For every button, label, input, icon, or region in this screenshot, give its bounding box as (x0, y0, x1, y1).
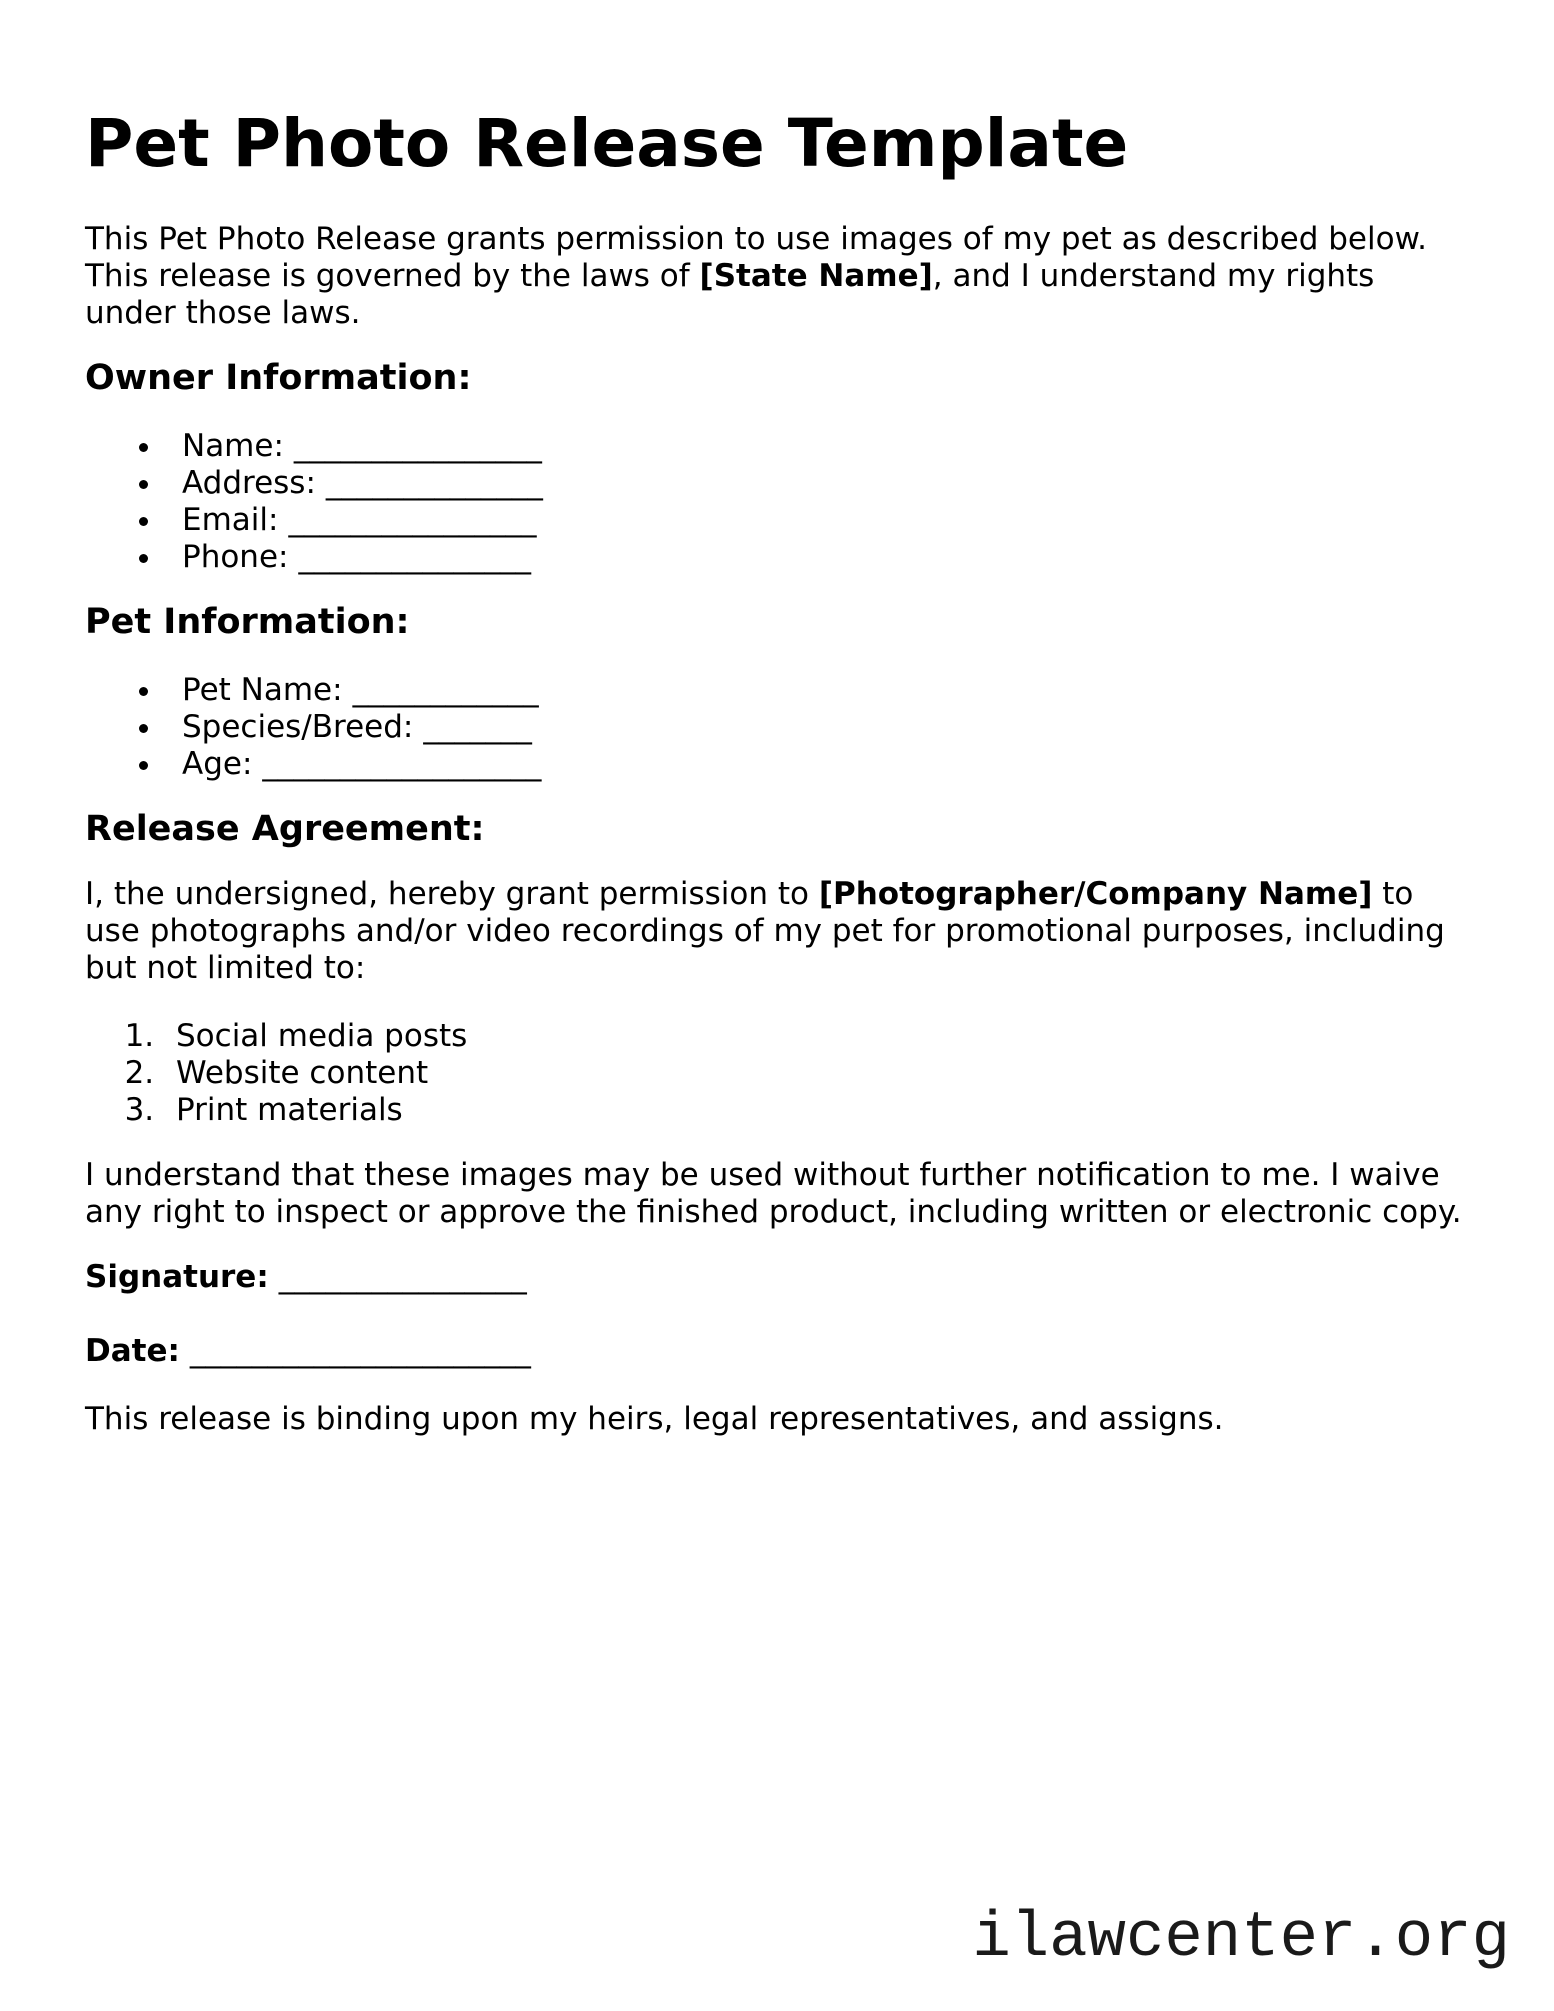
page-title: Pet Photo Release Template (85, 105, 1129, 182)
use-item-website: 2. Website content (164, 1055, 1469, 1092)
owner-information-heading: Owner Information: (85, 358, 472, 398)
owner-email-blank-line: ________________ (288, 502, 537, 538)
owner-name-field (164, 428, 1469, 465)
binding-clause: This release is binding upon my heirs, legal representatives, and assigns. (85, 1401, 1224, 1437)
date-label: Date: (85, 1333, 180, 1369)
use-item-print: 3. Print materials (164, 1092, 1469, 1129)
owner-fields-list (85, 428, 1469, 576)
permitted-uses-list (85, 1018, 1469, 1129)
pet-species-blank-line: _______ (423, 709, 532, 745)
pet-age-field (164, 746, 1469, 783)
state-name-placeholder: [State Name] (699, 258, 933, 294)
owner-address-blank-line: ______________ (325, 465, 543, 501)
intro-text-post: , and I understand my rights under those laws. (85, 258, 1375, 331)
intro-text-pre: This Pet Photo Release grants permission to use images of my pet as described below. This release is governed by the laws of (85, 221, 1427, 294)
intro-paragraph (85, 221, 1469, 332)
grant-text-pre: I, the undersigned, hereby grant permission to (85, 876, 819, 912)
owner-phone-blank-line: _______________ (298, 539, 531, 575)
pet-age-label: Age: (182, 746, 253, 782)
use-item-social-media: 1. Social media posts (164, 1018, 1469, 1055)
pet-name-blank-line: ____________ (352, 672, 539, 708)
grant-text-post: to use photographs and/or video recordings of my pet for promotional purposes, including but not limited to: (85, 876, 1445, 986)
footer-website: ilawcenter.org (972, 1903, 1510, 1975)
pet-fields-list (85, 672, 1469, 783)
owner-name-blank-line: ________________ (293, 428, 542, 464)
owner-phone-label: Phone: (182, 539, 289, 575)
pet-species-field (164, 709, 1469, 746)
date-blank-line: ______________________ (189, 1333, 531, 1369)
pet-name-field (164, 672, 1469, 709)
pet-name-label: Pet Name: (182, 672, 343, 708)
photographer-company-placeholder: [Photographer/Company Name] (818, 876, 1373, 912)
signature-row (85, 1259, 1469, 1296)
owner-address-label: Address: (182, 465, 316, 501)
release-agreement-heading: Release Agreement: (85, 809, 485, 849)
owner-email-field (164, 502, 1469, 539)
owner-email-label: Email: (182, 502, 279, 538)
signature-label: Signature: (85, 1259, 269, 1295)
owner-name-label: Name: (182, 428, 284, 464)
pet-species-label: Species/Breed: (182, 709, 414, 745)
date-row (85, 1333, 1469, 1370)
signature-blank-line: ________________ (278, 1259, 527, 1295)
pet-information-heading: Pet Information: (85, 602, 410, 642)
owner-phone-field (164, 539, 1469, 576)
grant-paragraph (85, 876, 1469, 987)
owner-address-field (164, 465, 1469, 502)
pet-age-blank-line: __________________ (262, 746, 542, 782)
acknowledgment-paragraph: I understand that these images may be used without further notification to me. I waive any right to inspect or approve the finished product, including written or electronic copy. (85, 1157, 1462, 1230)
